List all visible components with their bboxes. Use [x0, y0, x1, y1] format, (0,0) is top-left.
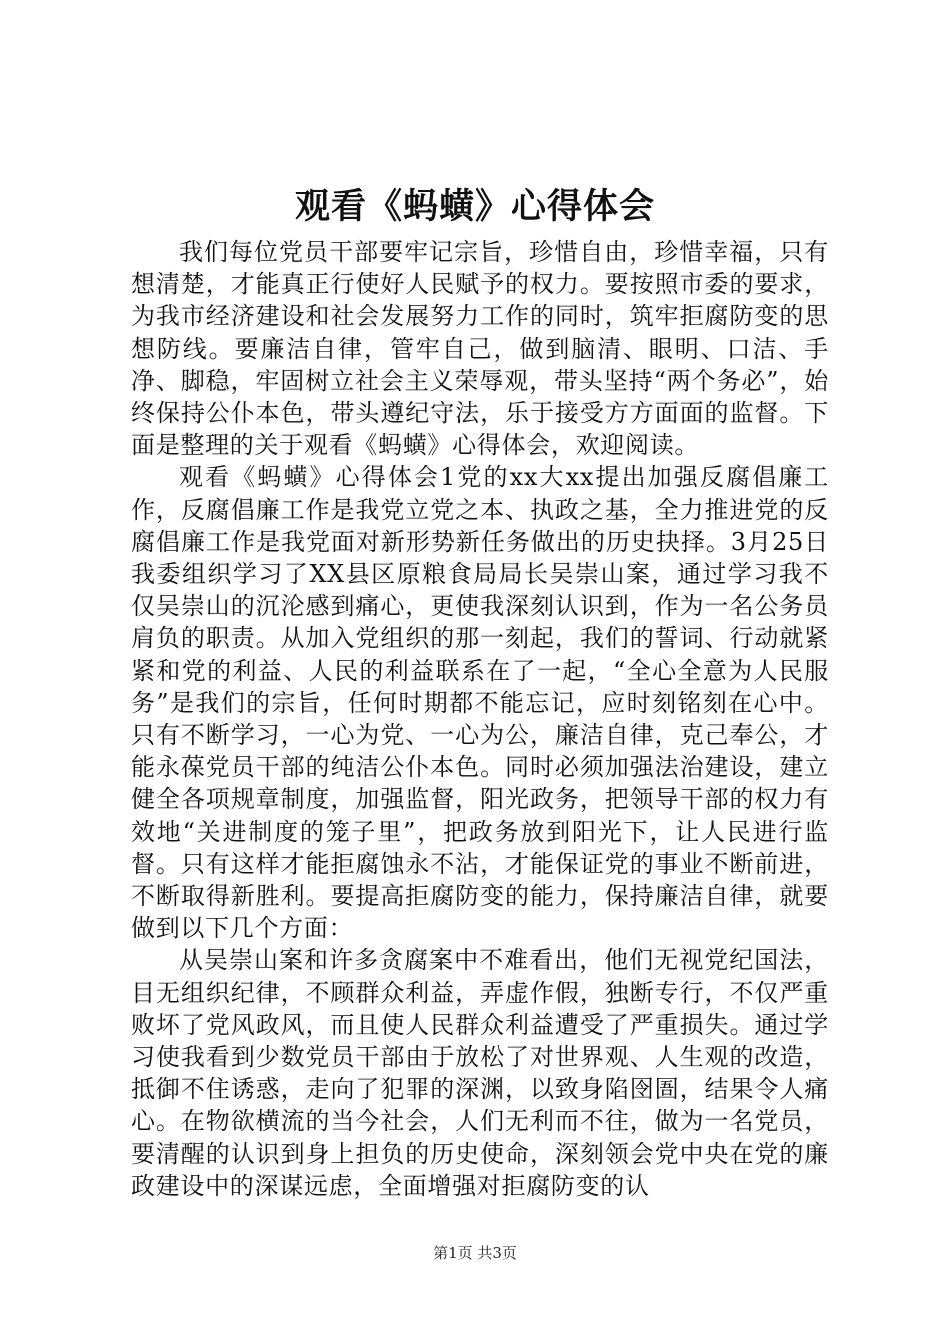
document-body: [131, 236, 829, 1202]
paragraph-intro: 我们每位党员干部要牢记宗旨，珍惜自由，珍惜幸福，只有想清楚，才能真正行使好人民赋予的权力。要按照市委的要求，为我市经济建设和社会发展努力工作的同时，筑牢拒腐防变的思想防线。要廉洁自律，管牢自己，做到脑清、眼明、口洁、手净、脚稳，牢固树立社会主义荣辱观，带头坚持“两个务必”，始终保持公仆本色，带头遵纪守法，乐于接受方方面面的监督。下面是整理的关于观看《蚂蟥》心得体会，欢迎阅读。: [131, 238, 829, 460]
paragraph-reflection-1: 观看《蚂蟥》心得体会1党的xx大xx提出加强反腐倡廉工作，反腐倡廉工作是我党立党之本、执政之基，全力推进党的反腐倡廉工作是我党面对新形势新任务做出的历史抉择。3月25日我委组织学习了XX县区原粮食局局长吴崇山案，通过学习我不仅吴崇山的沉沦感到痛心，更使我深刻认识到，作为一名公务员肩负的职责。从加入党组织的那一刻起，我们的誓词、行动就紧紧和党的利益、人民的利益联系在了一起，“全心全意为人民服务”是我们的宗旨，任何时期都不能忘记，应时刻铭刻在心中。只有不断学习，一心为党、一心为公，廉洁自律，克己奉公，才能永葆党员干部的纯洁公仆本色。同时必须加强法治建设，建立健全各项规章制度，加强监督，阳光政务，把领导干部的权力有效地“关进制度的笼子里”，把政务放到阳光下，让人民进行监督。只有这样才能拒腐蚀永不沾，才能保证党的事业不断前进，不断取得新胜利。要提高拒腐防变的能力，保持廉洁自律，就要做到以下几个方面：: [131, 463, 829, 943]
paragraph-reflection-2: 从吴崇山案和许多贪腐案中不难看出，他们无视党纪国法，目无组织纪律，不顾群众利益，弄虚作假，独断专行，不仅严重败坏了党风政风，而且使人民群众利益遭受了严重损失。通过学习使我看到少数党员干部由于放松了对世界观、人生观的改造，抵御不住诱惑，走向了犯罪的深渊，以致身陷囹圄，结果令人痛心。在物欲横流的当今社会，人们无利而不往，做为一名党员，要清醒的认识到身上担负的历史使命，深刻领会党中央在党的廉政建设中的深谋远虑，全面增强对拒腐防变的认: [131, 946, 829, 1200]
document-title: 观看《蚂蟥》心得体会: [294, 187, 655, 227]
page-number-footer: 第1页 共3页: [433, 1244, 517, 1262]
